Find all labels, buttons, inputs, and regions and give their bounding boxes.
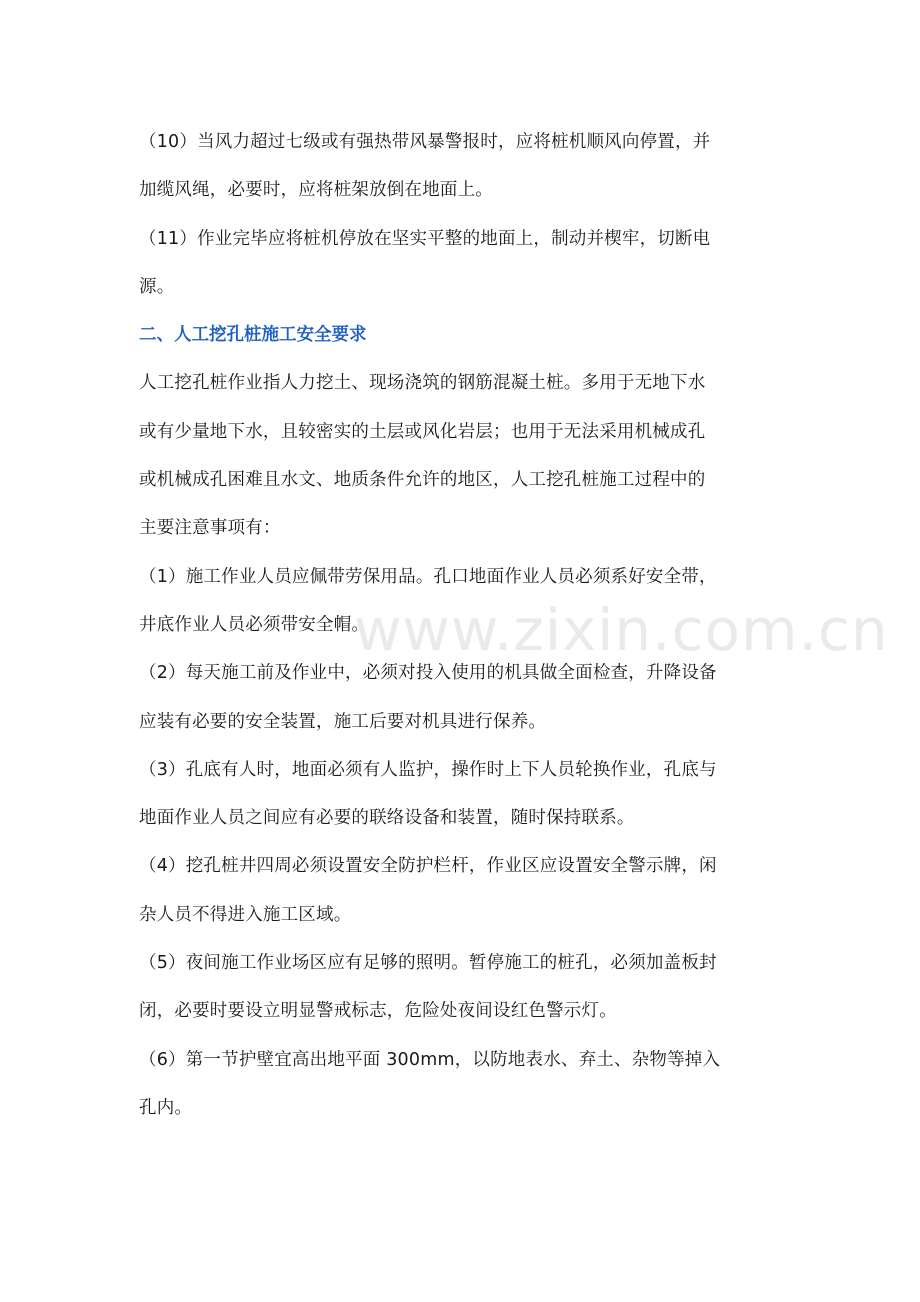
requirement-item-5 bbox=[139, 939, 787, 1036]
text-line: （6）第一节护壁宜高出地平面 300mm，以防地表水、弃土、杂物等掉入 bbox=[139, 1049, 721, 1070]
text-line: （2）每天施工前及作业中，必须对投入使用的机具做全面检查，升降设备 bbox=[139, 663, 717, 684]
text-line: 地面作业人员之间应有必要的联络设备和装置，随时保持联系。 bbox=[139, 808, 635, 829]
text-line: （5）夜间施工作业场区应有足够的照明。暂停施工的桩孔，必须加盖板封 bbox=[139, 953, 717, 974]
paragraph-item-10 bbox=[139, 118, 787, 215]
text-line: 闭，必要时要设立明显警戒标志，危险处夜间设红色警示灯。 bbox=[139, 1001, 617, 1022]
text-line: 应装有必要的安全装置，施工后要对机具进行保养。 bbox=[139, 711, 547, 732]
text-line: 人工挖孔桩作业指人力挖土、现场浇筑的钢筋混凝土桩。多用于无地下水 bbox=[139, 373, 706, 394]
text-line: （1）施工作业人员应佩带劳保用品。孔口地面作业人员必须系好安全带， bbox=[139, 566, 717, 587]
watermark: www.zixin.com.cn bbox=[354, 596, 889, 664]
requirement-item-1 bbox=[139, 553, 787, 650]
requirement-item-4 bbox=[139, 842, 787, 939]
text-line: （10）当风力超过七级或有强热带风暴警报时，应将桩机顺风向停置，并 bbox=[139, 132, 711, 152]
requirement-item-3 bbox=[139, 746, 787, 843]
text-line: 主要注意事项有： bbox=[139, 518, 281, 539]
text-line: （11）作业完毕应将桩机停放在坚实平整的地面上，制动并楔牢，切断电 bbox=[139, 228, 711, 249]
text-line: 或机械成孔困难且水文、地质条件允许的地区，人工挖孔桩施工过程中的 bbox=[139, 470, 706, 491]
text-line: （3）孔底有人时，地面必须有人监护，操作时上下人员轮换作业，孔底与 bbox=[139, 759, 717, 780]
text-line: 井底作业人员必须带安全帽。 bbox=[139, 614, 370, 635]
text-line: 源。 bbox=[139, 276, 175, 297]
document-body bbox=[139, 118, 787, 1132]
text-line: （4）挖孔桩井四周必须设置安全防护栏杆，作业区应设置安全警示牌，闲 bbox=[139, 856, 717, 877]
requirement-item-2 bbox=[139, 649, 787, 746]
requirement-item-6 bbox=[139, 1036, 787, 1133]
text-line: 或有少量地下水，且较密实的土层或风化岩层；也用于无法采用机械成孔 bbox=[139, 421, 706, 442]
text-line: 杂人员不得进入施工区域。 bbox=[139, 904, 352, 925]
section-heading: 二、人工挖孔桩施工安全要求 bbox=[139, 325, 367, 346]
intro-paragraph bbox=[139, 359, 787, 552]
paragraph-item-11 bbox=[139, 215, 787, 312]
text-line: 孔内。 bbox=[139, 1097, 193, 1118]
text-line: 加缆风绳，必要时，应将桩架放倒在地面上。 bbox=[139, 180, 493, 201]
